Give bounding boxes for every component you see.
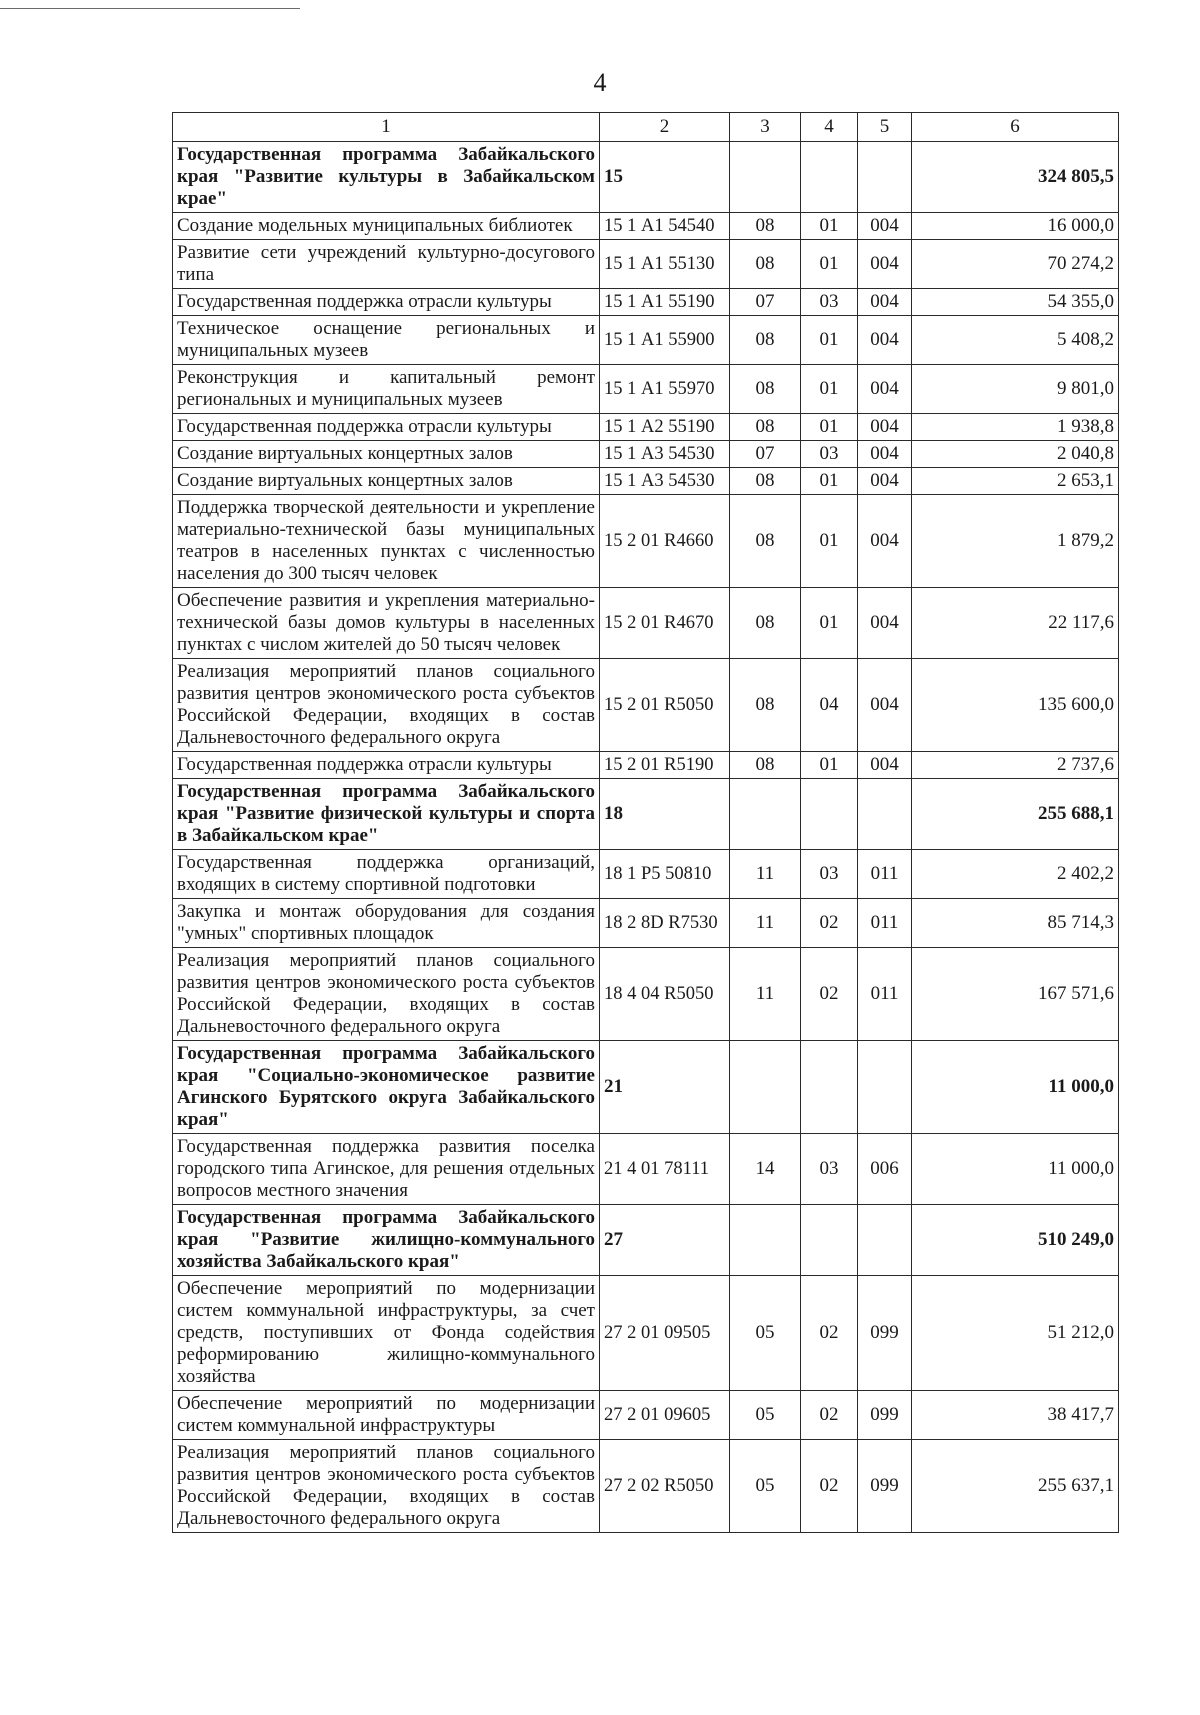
item-name-cell: Обеспечение мероприятий по модернизации систем коммунальной инфраструктуры — [173, 1391, 600, 1440]
amount-cell: 51 212,0 — [912, 1276, 1119, 1391]
table-row — [173, 1276, 1119, 1391]
amount-cell: 11 000,0 — [912, 1041, 1119, 1134]
table-row — [173, 468, 1119, 495]
section-code-cell: 11 — [730, 948, 801, 1041]
section-code-cell: 08 — [730, 468, 801, 495]
expense-type-code-cell — [858, 1205, 912, 1276]
item-name-cell: Государственная поддержка развития поселка городского типа Агинское, для решения отдельных вопросов местного значения — [173, 1134, 600, 1205]
item-name-cell: Государственная программа Забайкальского края "Развитие жилищно-коммунального хозяйства Забайкальского края" — [173, 1205, 600, 1276]
program-row — [173, 1041, 1119, 1134]
target-article-code-cell: 18 1 Р5 50810 — [600, 850, 730, 899]
item-name-cell: Создание модельных муниципальных библиотек — [173, 213, 600, 240]
expense-type-code-cell — [858, 142, 912, 213]
section-code-cell: 07 — [730, 289, 801, 316]
amount-cell: 9 801,0 — [912, 365, 1119, 414]
amount-cell: 2 402,2 — [912, 850, 1119, 899]
page-number: 4 — [593, 68, 607, 97]
column-header: 1 — [173, 113, 600, 142]
item-name-cell: Реализация мероприятий планов социального развития центров экономического роста субъектов Российской Федерации, входящих в состав Дальневосточного федерального округа — [173, 948, 600, 1041]
program-row — [173, 142, 1119, 213]
amount-cell: 1 938,8 — [912, 414, 1119, 441]
table-row — [173, 899, 1119, 948]
item-name-cell: Закупка и монтаж оборудования для создания "умных" спортивных площадок — [173, 899, 600, 948]
subsection-code-cell: 03 — [801, 289, 858, 316]
target-article-code-cell: 15 2 01 R4660 — [600, 495, 730, 588]
item-name-cell: Реконструкция и капитальный ремонт региональных и муниципальных музеев — [173, 365, 600, 414]
amount-cell: 85 714,3 — [912, 899, 1119, 948]
program-row — [173, 1205, 1119, 1276]
section-code-cell — [730, 1041, 801, 1134]
section-code-cell: 08 — [730, 752, 801, 779]
table-row — [173, 1391, 1119, 1440]
subsection-code-cell: 01 — [801, 495, 858, 588]
table-row — [173, 289, 1119, 316]
column-header: 2 — [600, 113, 730, 142]
column-header: 6 — [912, 113, 1119, 142]
item-name-cell: Создание виртуальных концертных залов — [173, 468, 600, 495]
amount-cell: 2 653,1 — [912, 468, 1119, 495]
subsection-code-cell: 01 — [801, 588, 858, 659]
subsection-code-cell: 02 — [801, 1440, 858, 1533]
subsection-code-cell: 01 — [801, 316, 858, 365]
amount-cell: 16 000,0 — [912, 213, 1119, 240]
amount-cell: 11 000,0 — [912, 1134, 1119, 1205]
expense-type-code-cell: 006 — [858, 1134, 912, 1205]
section-code-cell: 08 — [730, 213, 801, 240]
column-header: 4 — [801, 113, 858, 142]
section-code-cell: 08 — [730, 588, 801, 659]
amount-cell: 38 417,7 — [912, 1391, 1119, 1440]
target-article-code-cell: 15 1 А1 55190 — [600, 289, 730, 316]
expense-type-code-cell: 004 — [858, 414, 912, 441]
target-article-code-cell: 18 — [600, 779, 730, 850]
expense-type-code-cell: 004 — [858, 752, 912, 779]
table-row — [173, 948, 1119, 1041]
amount-cell: 22 117,6 — [912, 588, 1119, 659]
item-name-cell: Государственная программа Забайкальского края "Социально-экономическое развитие Агинского Бурятского округа Забайкальского края" — [173, 1041, 600, 1134]
amount-cell: 2 040,8 — [912, 441, 1119, 468]
expense-type-code-cell: 099 — [858, 1440, 912, 1533]
subsection-code-cell: 04 — [801, 659, 858, 752]
subsection-code-cell: 02 — [801, 899, 858, 948]
table-row — [173, 1134, 1119, 1205]
program-row — [173, 779, 1119, 850]
subsection-code-cell: 02 — [801, 1391, 858, 1440]
amount-cell: 2 737,6 — [912, 752, 1119, 779]
item-name-cell: Создание виртуальных концертных залов — [173, 441, 600, 468]
section-code-cell: 08 — [730, 495, 801, 588]
subsection-code-cell — [801, 779, 858, 850]
column-header: 3 — [730, 113, 801, 142]
subsection-code-cell: 01 — [801, 365, 858, 414]
subsection-code-cell — [801, 1041, 858, 1134]
table-row — [173, 1440, 1119, 1533]
section-code-cell: 14 — [730, 1134, 801, 1205]
table-row — [173, 316, 1119, 365]
section-code-cell: 05 — [730, 1440, 801, 1533]
table-body — [173, 113, 1119, 1533]
expense-type-code-cell: 099 — [858, 1391, 912, 1440]
amount-cell: 5 408,2 — [912, 316, 1119, 365]
table-row — [173, 240, 1119, 289]
section-code-cell: 08 — [730, 659, 801, 752]
item-name-cell: Техническое оснащение региональных и муниципальных музеев — [173, 316, 600, 365]
expense-type-code-cell: 004 — [858, 240, 912, 289]
table-row — [173, 213, 1119, 240]
expense-type-code-cell: 004 — [858, 468, 912, 495]
expense-type-code-cell: 004 — [858, 316, 912, 365]
expense-type-code-cell — [858, 779, 912, 850]
subsection-code-cell: 01 — [801, 240, 858, 289]
section-code-cell: 05 — [730, 1391, 801, 1440]
target-article-code-cell: 21 4 01 78111 — [600, 1134, 730, 1205]
expense-type-code-cell: 004 — [858, 495, 912, 588]
amount-cell: 135 600,0 — [912, 659, 1119, 752]
item-name-cell: Государственная программа Забайкальского края "Развитие культуры в Забайкальском крае" — [173, 142, 600, 213]
item-name-cell: Поддержка творческой деятельности и укрепление материально-технической базы муниципальных театров в населенных пунктах с численностью населения до 300 тысяч человек — [173, 495, 600, 588]
section-code-cell — [730, 142, 801, 213]
target-article-code-cell: 27 — [600, 1205, 730, 1276]
subsection-code-cell: 03 — [801, 850, 858, 899]
table-row — [173, 495, 1119, 588]
subsection-code-cell: 02 — [801, 1276, 858, 1391]
amount-cell: 255 637,1 — [912, 1440, 1119, 1533]
target-article-code-cell: 21 — [600, 1041, 730, 1134]
item-name-cell: Развитие сети учреждений культурно-досугового типа — [173, 240, 600, 289]
amount-cell: 54 355,0 — [912, 289, 1119, 316]
expense-type-code-cell: 004 — [858, 213, 912, 240]
target-article-code-cell: 27 2 01 09605 — [600, 1391, 730, 1440]
expense-type-code-cell: 011 — [858, 899, 912, 948]
target-article-code-cell: 15 2 01 R5190 — [600, 752, 730, 779]
item-name-cell: Обеспечение мероприятий по модернизации систем коммунальной инфраструктуры, за счет средств, поступивших от Фонда содействия реформированию жилищно-коммунального хозяйства — [173, 1276, 600, 1391]
expense-type-code-cell: 011 — [858, 850, 912, 899]
section-code-cell — [730, 779, 801, 850]
section-code-cell: 08 — [730, 316, 801, 365]
table-row — [173, 365, 1119, 414]
section-code-cell: 08 — [730, 240, 801, 289]
table-row — [173, 659, 1119, 752]
target-article-code-cell: 15 1 А3 54530 — [600, 441, 730, 468]
table-row — [173, 414, 1119, 441]
amount-cell: 324 805,5 — [912, 142, 1119, 213]
item-name-cell: Государственная поддержка отрасли культуры — [173, 752, 600, 779]
target-article-code-cell: 18 2 8D R7530 — [600, 899, 730, 948]
table-row — [173, 850, 1119, 899]
target-article-code-cell: 27 2 02 R5050 — [600, 1440, 730, 1533]
expense-type-code-cell: 004 — [858, 289, 912, 316]
table-row — [173, 588, 1119, 659]
section-code-cell: 08 — [730, 365, 801, 414]
target-article-code-cell: 15 2 01 R5050 — [600, 659, 730, 752]
target-article-code-cell: 15 1 А1 55130 — [600, 240, 730, 289]
target-article-code-cell: 15 1 А2 55190 — [600, 414, 730, 441]
section-code-cell: 08 — [730, 414, 801, 441]
expense-type-code-cell: 004 — [858, 441, 912, 468]
table-row — [173, 752, 1119, 779]
target-article-code-cell: 15 — [600, 142, 730, 213]
amount-cell: 255 688,1 — [912, 779, 1119, 850]
amount-cell: 1 879,2 — [912, 495, 1119, 588]
column-header: 5 — [858, 113, 912, 142]
target-article-code-cell: 15 1 А3 54530 — [600, 468, 730, 495]
expense-type-code-cell: 011 — [858, 948, 912, 1041]
subsection-code-cell: 03 — [801, 441, 858, 468]
section-code-cell: 05 — [730, 1276, 801, 1391]
expense-type-code-cell: 004 — [858, 588, 912, 659]
section-code-cell: 11 — [730, 850, 801, 899]
subsection-code-cell — [801, 1205, 858, 1276]
subsection-code-cell: 03 — [801, 1134, 858, 1205]
item-name-cell: Обеспечение развития и укрепления материально-технической базы домов культуры в населенных пунктах с числом жителей до 50 тысяч человек — [173, 588, 600, 659]
target-article-code-cell: 18 4 04 R5050 — [600, 948, 730, 1041]
item-name-cell: Государственная поддержка организаций, входящих в систему спортивной подготовки — [173, 850, 600, 899]
amount-cell: 510 249,0 — [912, 1205, 1119, 1276]
item-name-cell: Государственная поддержка отрасли культуры — [173, 289, 600, 316]
item-name-cell: Государственная поддержка отрасли культуры — [173, 414, 600, 441]
item-name-cell: Государственная программа Забайкальского края "Развитие физической культуры и спорта в Забайкальском крае" — [173, 779, 600, 850]
subsection-code-cell: 01 — [801, 468, 858, 495]
target-article-code-cell: 15 1 А1 55900 — [600, 316, 730, 365]
subsection-code-cell: 01 — [801, 414, 858, 441]
table-row — [173, 441, 1119, 468]
amount-cell: 167 571,6 — [912, 948, 1119, 1041]
target-article-code-cell: 27 2 01 09505 — [600, 1276, 730, 1391]
target-article-code-cell: 15 2 01 R4670 — [600, 588, 730, 659]
expense-type-code-cell: 004 — [858, 659, 912, 752]
expense-type-code-cell: 004 — [858, 365, 912, 414]
item-name-cell: Реализация мероприятий планов социального развития центров экономического роста субъектов Российской Федерации, входящих в состав Дальневосточного федерального округа — [173, 659, 600, 752]
item-name-cell: Реализация мероприятий планов социального развития центров экономического роста субъектов Российской Федерации, входящих в состав Дальневосточного федерального округа — [173, 1440, 600, 1533]
subsection-code-cell: 01 — [801, 752, 858, 779]
subsection-code-cell: 01 — [801, 213, 858, 240]
budget-table — [172, 112, 1119, 1533]
subsection-code-cell: 02 — [801, 948, 858, 1041]
expense-type-code-cell: 099 — [858, 1276, 912, 1391]
section-code-cell: 11 — [730, 899, 801, 948]
subsection-code-cell — [801, 142, 858, 213]
amount-cell: 70 274,2 — [912, 240, 1119, 289]
section-code-cell — [730, 1205, 801, 1276]
expense-type-code-cell — [858, 1041, 912, 1134]
column-number-row — [173, 113, 1119, 142]
target-article-code-cell: 15 1 А1 55970 — [600, 365, 730, 414]
section-code-cell: 07 — [730, 441, 801, 468]
scan-edge-line — [0, 8, 300, 9]
target-article-code-cell: 15 1 А1 54540 — [600, 213, 730, 240]
